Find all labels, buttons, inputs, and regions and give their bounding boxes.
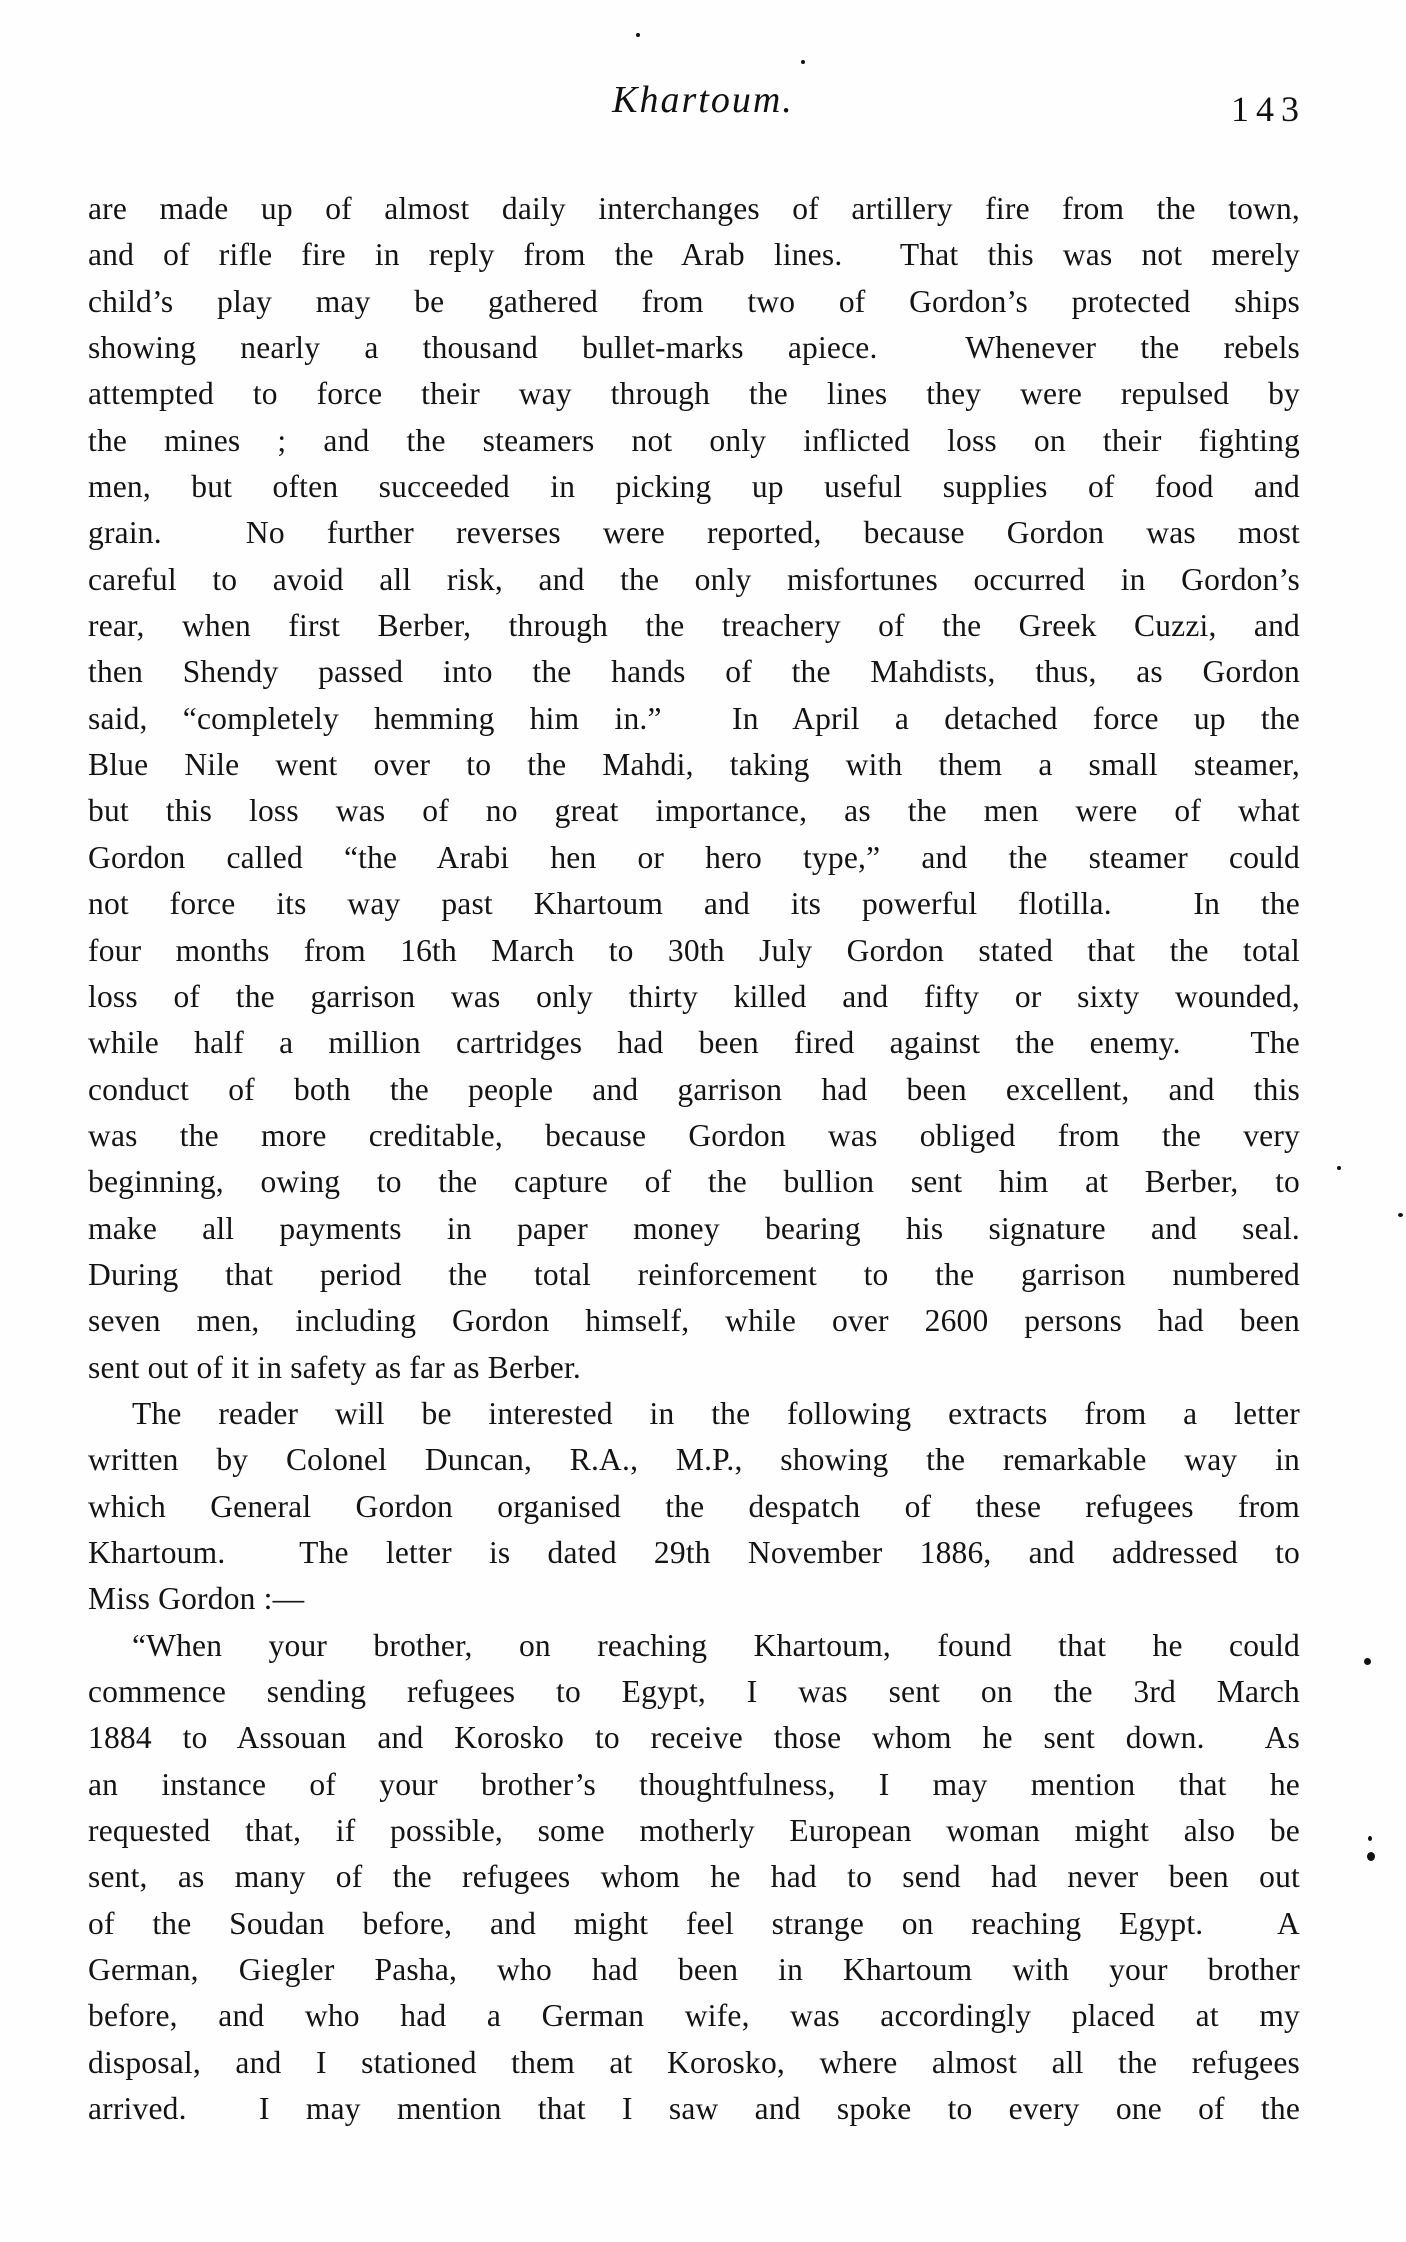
ink-speck	[1337, 1166, 1341, 1170]
text-line: while half a million cartridges had been fired against the enemy. The	[88, 1025, 1300, 1061]
text-line: attempted to force their way through the lines they were repulsed by	[88, 376, 1300, 412]
text-line: said, “completely hemming him in.” In April a detached force up the	[88, 700, 1300, 736]
text-line: seven men, including Gordon himself, while over 2600 persons had been	[88, 1303, 1300, 1339]
text-line: beginning, owing to the capture of the bullion sent him at Berber, to	[88, 1164, 1300, 1200]
text-line: careful to avoid all risk, and the only misfortunes occurred in Gordon’s	[88, 561, 1300, 597]
text-line: child’s play may be gathered from two of Gordon’s protected ships	[88, 283, 1300, 319]
text-line: 1884 to Assouan and Korosko to receive those whom he sent down. As	[88, 1720, 1300, 1756]
text-line: disposal, and I stationed them at Korosko, where almost all the refugees	[88, 2044, 1300, 2080]
text-line: are made up of almost daily interchanges of artillery fire from the town,	[88, 191, 1300, 226]
text-line: then Shendy passed into the hands of the Mahdists, thus, as Gordon	[88, 654, 1300, 690]
text-line: Gordon called “the Arabi hen or hero type,” and the steamer could	[88, 839, 1300, 875]
text-line: German, Giegler Pasha, who had been in Khartoum with your brother	[88, 1952, 1300, 1988]
text-line: The reader will be interested in the following extracts from a letter	[132, 1395, 1300, 1431]
text-line: and of rifle fire in reply from the Arab lines. That this was not merely	[88, 237, 1300, 273]
text-line: men, but often succeeded in picking up useful supplies of food and	[88, 469, 1300, 505]
text-line: Miss Gordon :—	[88, 1581, 305, 1617]
body-text	[88, 186, 1300, 2132]
text-line: not force its way past Khartoum and its powerful flotilla. In the	[88, 886, 1300, 922]
text-line: Blue Nile went over to the Mahdi, taking with them a small steamer,	[88, 747, 1300, 783]
text-line: make all payments in paper money bearing his signature and seal.	[88, 1210, 1300, 1246]
text-line: before, and who had a German wife, was accordingly placed at my	[88, 1998, 1300, 2034]
text-line: written by Colonel Duncan, R.A., M.P., showing the remarkable way in	[88, 1442, 1300, 1478]
text-line: four months from 16th March to 30th July Gordon stated that the total	[88, 932, 1300, 968]
text-line: Khartoum. The letter is dated 29th November 1886, and addressed to	[88, 1534, 1300, 1570]
text-line: “When your brother, on reaching Khartoum, found that he could	[132, 1627, 1300, 1663]
text-line: conduct of both the people and garrison had been excellent, and this	[88, 1071, 1300, 1107]
text-line: requested that, if possible, some motherly European woman might also be	[88, 1813, 1300, 1849]
text-line: rear, when first Berber, through the treachery of the Greek Cuzzi, and	[88, 608, 1300, 644]
ink-speck	[636, 33, 640, 37]
running-title: Khartoum.	[612, 79, 794, 121]
text-line: an instance of your brother’s thoughtfulness, I may mention that he	[88, 1766, 1300, 1802]
text-line: sent out of it in safety as far as Berber.	[88, 1349, 582, 1385]
ink-speck	[1367, 1852, 1375, 1861]
ink-speck	[801, 60, 805, 64]
text-line: commence sending refugees to Egypt, I was sent on the 3rd March	[88, 1674, 1300, 1709]
text-line: arrived. I may mention that I saw and spoke to every one of the	[88, 2091, 1300, 2127]
text-line: grain. No further reverses were reported, because Gordon was most	[88, 515, 1300, 551]
text-line: the mines ; and the steamers not only inflicted loss on their fighting	[88, 422, 1300, 458]
ink-speck	[1368, 1836, 1372, 1841]
ink-speck	[1364, 1658, 1371, 1665]
page-number: 143	[1231, 89, 1306, 129]
text-line: was the more creditable, because Gordon was obliged from the very	[88, 1117, 1300, 1153]
text-line: During that period the total reinforcement to the garrison numbered	[88, 1256, 1300, 1292]
ink-speck	[1398, 1213, 1403, 1217]
text-line: but this loss was of no great importance, as the men were of what	[88, 793, 1300, 829]
text-line: showing nearly a thousand bullet-marks apiece. Whenever the rebels	[88, 330, 1300, 366]
text-line: which General Gordon organised the despatch of these refugees from	[88, 1488, 1300, 1524]
text-line: loss of the garrison was only thirty killed and fifty or sixty wounded,	[88, 978, 1300, 1014]
text-line: sent, as many of the refugees whom he had to send had never been out	[88, 1859, 1300, 1895]
text-line: of the Soudan before, and might feel strange on reaching Egypt. A	[88, 1905, 1300, 1941]
